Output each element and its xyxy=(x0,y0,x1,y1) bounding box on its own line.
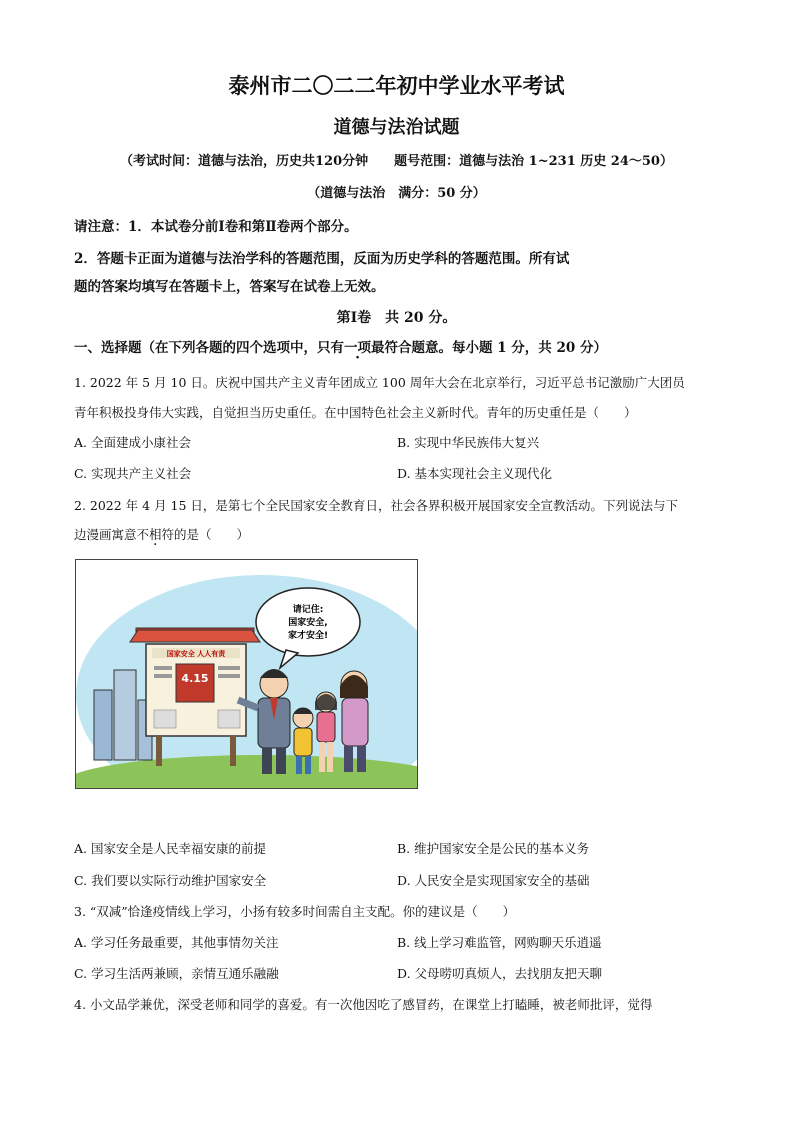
board-text-line xyxy=(218,674,240,678)
q2-stem-line-1: 2. 2022 年 4 月 15 日，是第七个全民国家安全教育日，社会各界积极开展国家安全宣教活动。下列说法与下 xyxy=(74,498,678,513)
volume-heading: 第Ⅰ卷 共 20 分。 xyxy=(336,310,457,326)
exam-time-info: （考试时间：道德与法治，历史共120分钟 题号范围：道德与法治 1~231 历史 24～50） xyxy=(120,154,673,169)
board-notice xyxy=(154,710,176,728)
q2-option-a: A. 国家安全是人民幸福安康的前提 xyxy=(74,841,266,856)
q2-stem-line-2 xyxy=(74,525,249,543)
q2-stem-post: 的是（ ） xyxy=(174,527,250,542)
q3-option-d: D. 父母唠叨真烦人，去找朋友把天聊 xyxy=(397,966,603,981)
q2-stem-pre: 边漫画寓意 xyxy=(74,527,137,542)
speech-line-2: 国家安全, xyxy=(288,618,328,628)
section-heading xyxy=(74,336,607,356)
board-text-line xyxy=(154,674,172,678)
q1-option-a: A. 全面建成小康社会 xyxy=(74,435,191,450)
q4-stem-line-1: 4. 小文品学兼优，深受老师和同学的喜爱。有一次他因吃了感冒药，在课堂上打瞌睡，被老师批评，觉得 xyxy=(74,997,653,1012)
board-text-line xyxy=(218,666,240,670)
note-line-1: 请注意：1．本试卷分前Ⅰ卷和第Ⅱ卷两个部分。 xyxy=(74,219,358,235)
board-notice xyxy=(218,710,240,728)
q1-option-c: C. 实现共产主义社会 xyxy=(74,466,192,481)
board-post-right xyxy=(230,736,236,766)
exam-title: 泰州市二〇二二年初中学业水平考试 xyxy=(228,74,565,98)
note-line-3: 题的答案均填写在答题卡上，答案写在试卷上无效。 xyxy=(74,279,385,295)
exam-subtitle: 道德与法治试题 xyxy=(333,117,460,138)
score-info: （道德与法治 满分：50 分） xyxy=(307,186,486,201)
q3-stem-line-1: 3. “双减”恰逢疫情线上学习，小扬有较多时间需自主支配。你的建议是（ ） xyxy=(74,904,516,919)
q3-option-b: B. 线上学习难监管，网购聊天乐逍遥 xyxy=(397,935,602,950)
section-heading-pre: 一、选择题（在下列各题的四个选项中，只有 xyxy=(74,340,344,356)
poster-date: 4.15 xyxy=(181,672,209,685)
q2-option-c: C. 我们要以实际行动维护国家安全 xyxy=(74,873,267,888)
board-text-line xyxy=(154,666,172,670)
board-roof-eave xyxy=(130,630,260,642)
board-title: 国家安全 人人有责 xyxy=(166,650,226,658)
q1-option-d: D. 基本实现社会主义现代化 xyxy=(397,466,553,481)
q2-option-b: B. 维护国家安全是公民的基本义务 xyxy=(397,841,590,856)
speech-line-3: 家才安全! xyxy=(287,631,329,641)
building-2 xyxy=(114,670,136,760)
section-heading-emphasis: 一项 xyxy=(344,340,371,356)
speech-line-1: 请记住: xyxy=(292,605,324,615)
note-line-2: 2．答题卡正面为道德与法治学科的答题范围，反面为历史学科的答题范围。所有试 xyxy=(74,251,570,267)
section-heading-post: 最符合题意。每小题 1 分，共 20 分） xyxy=(371,340,607,356)
building-1 xyxy=(94,690,112,760)
q2-stem-emphasis: 不相符 xyxy=(136,527,175,542)
q1-stem-line-2: 青年积极投身伟大实践，自觉担当历史重任。在中国特色社会主义新时代。青年的历史重任是（ ） xyxy=(74,405,637,420)
board-post-left xyxy=(156,736,162,766)
q1-option-b: B. 实现中华民族伟大复兴 xyxy=(397,435,540,450)
q1-stem-line-1: 1. 2022 年 5 月 10 日。庆祝中国共产主义青年团成立 100 周年大会在北京举行，习近平总书记激励广大团员 xyxy=(74,375,685,390)
national-security-cartoon xyxy=(75,559,418,789)
q2-option-d: D. 人民安全是实现国家安全的基础 xyxy=(397,873,590,888)
q3-option-c: C. 学习生活两兼顾，亲情互通乐融融 xyxy=(74,966,279,981)
q3-option-a: A. 学习任务最重要，其他事情勿关注 xyxy=(74,935,279,950)
